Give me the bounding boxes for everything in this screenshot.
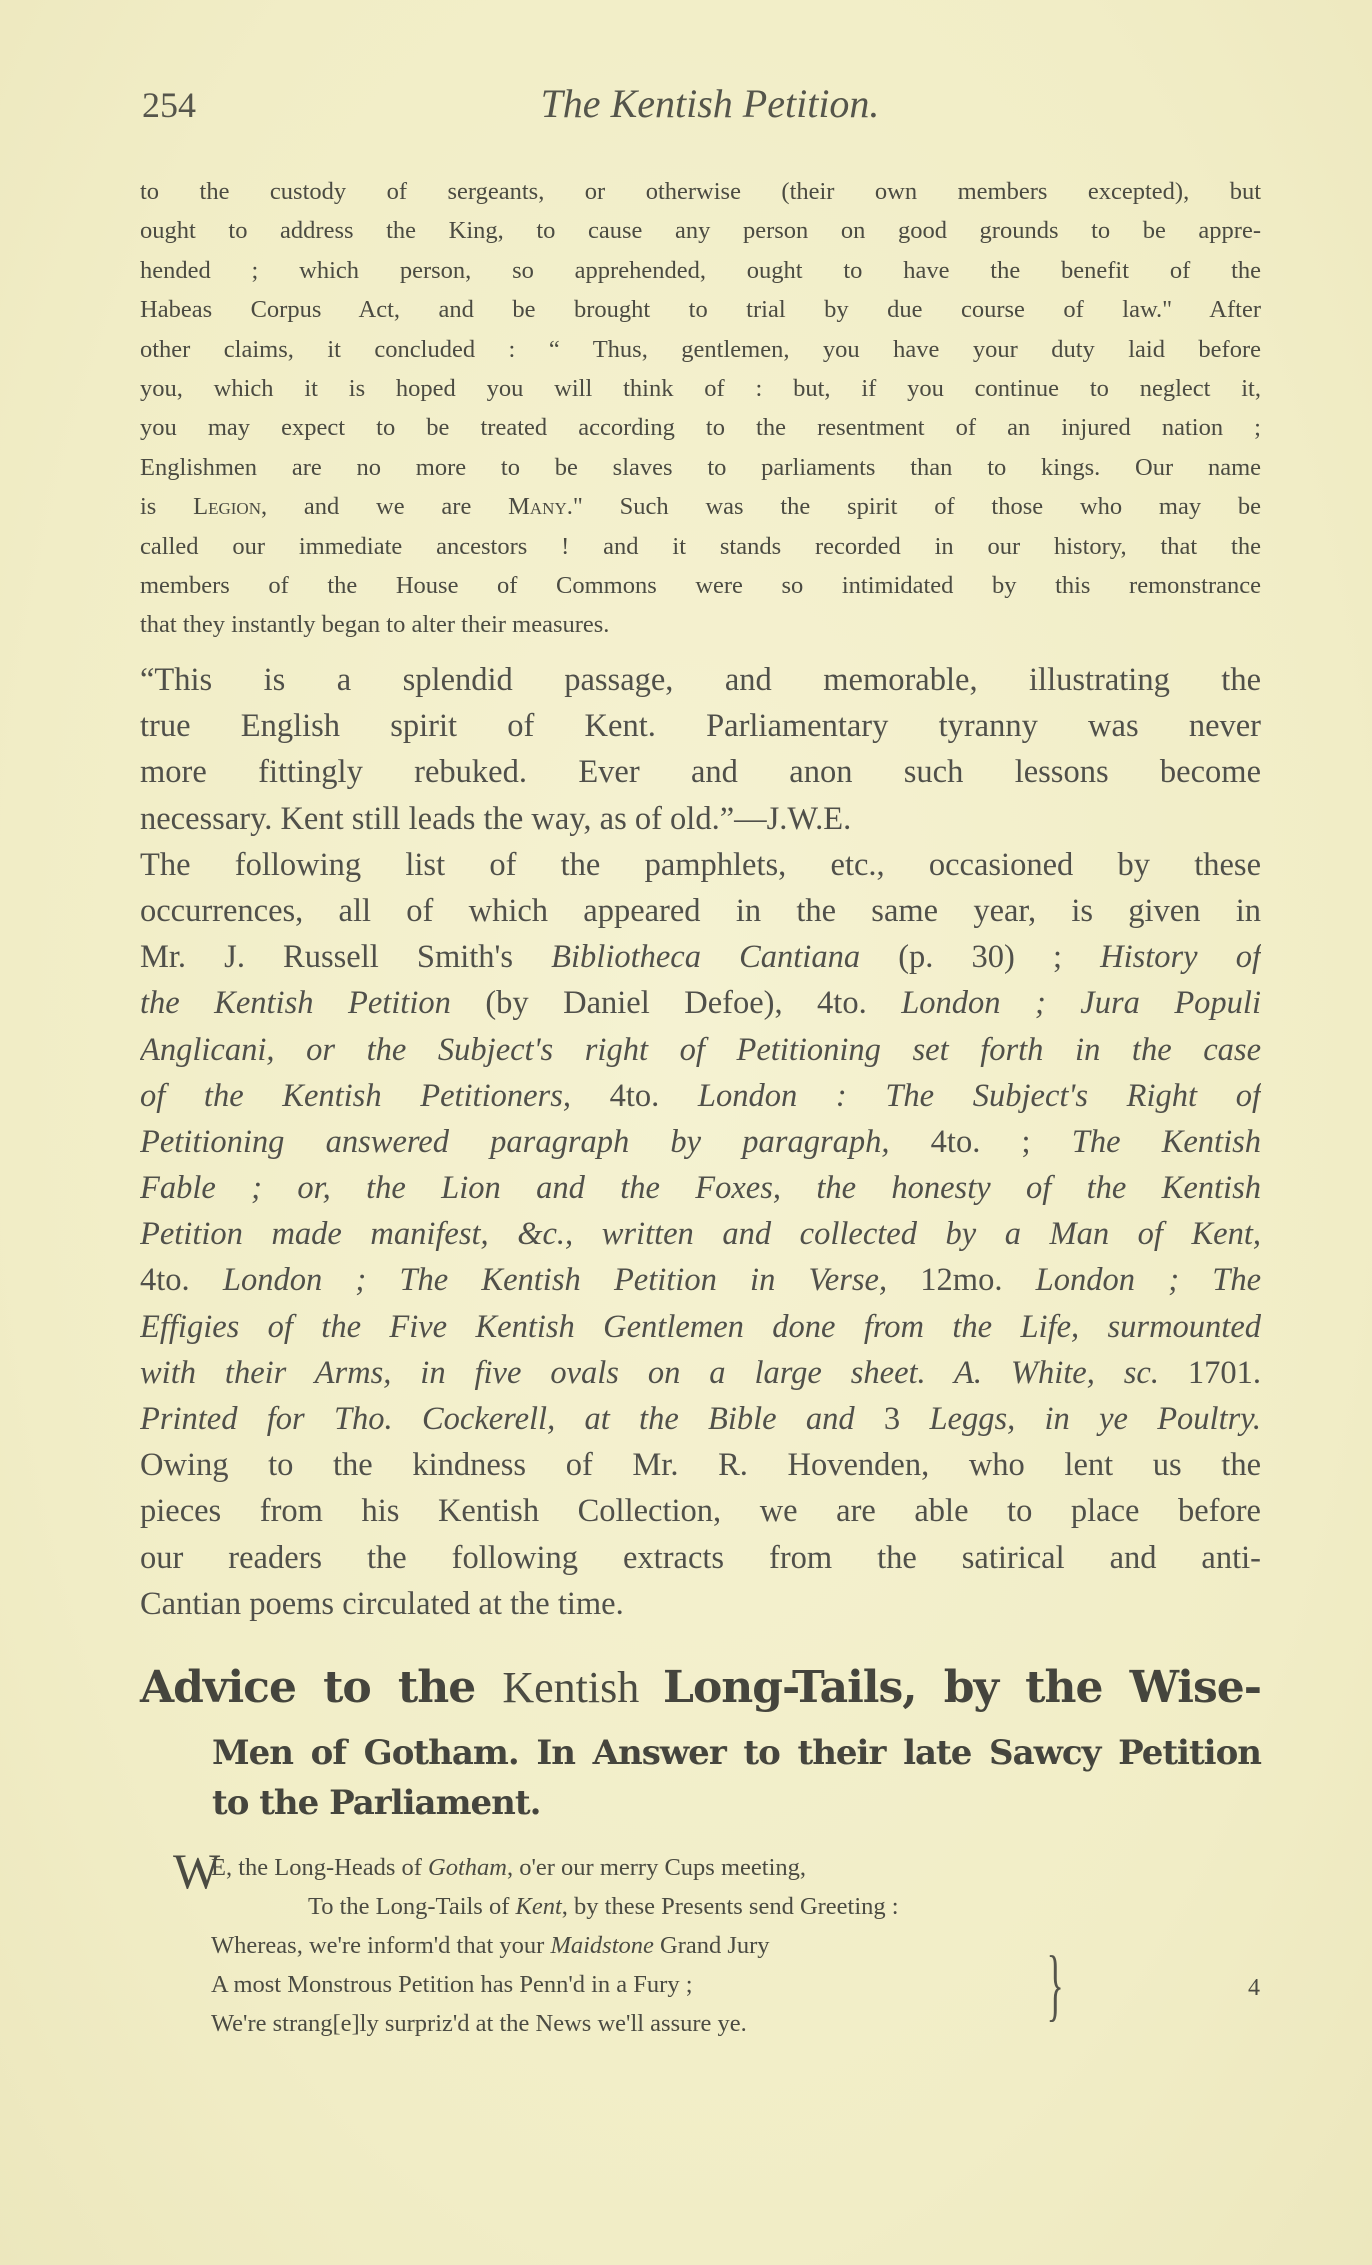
italic-text: Leggs, in ye Poultry. [929, 1401, 1261, 1437]
text-line [140, 1350, 1261, 1396]
text-run: our readers the following extracts from the satirical and anti- [140, 1539, 1261, 1576]
text-run: true English spirit of Kent. Parliamentary tyranny was never [140, 708, 1261, 745]
text-run: The following list of the pamphlets, etc., occasioned by these [140, 846, 1261, 883]
text-run: 4to. ; [889, 1123, 1072, 1160]
text-line [140, 1304, 1261, 1350]
text-line [140, 290, 1261, 329]
poem-title-line-2 [212, 1728, 1261, 1779]
text-line [140, 980, 1261, 1026]
italic-text: Gotham [428, 1854, 507, 1881]
text-run: Cantian poems circulated at the time. [140, 1585, 624, 1622]
italic-text: Effigies of the Five Kentish Gentlemen done from the Life, surmounted [140, 1308, 1261, 1345]
brace-mark: } [1046, 1941, 1064, 2029]
text-line [140, 487, 1261, 526]
text-line [140, 527, 1261, 566]
text-run: you, which it is hoped you will think of : but, if you continue to neglect it, [140, 374, 1261, 402]
text-run: 12mo. [887, 1262, 1036, 1299]
text-run: Habeas Corpus Act, and be brought to trial by due course of law." After [140, 296, 1261, 324]
text-run: ought to address the King, to cause any person on good grounds to be appre- [140, 217, 1261, 245]
text-run: We're strang[e]ly surpriz'd at the News we'll assure ye. [211, 2010, 747, 2037]
text-line [140, 934, 1261, 980]
poem-verse [211, 1848, 899, 2043]
text-line [140, 1257, 1261, 1303]
line-number: 4 [1248, 1975, 1260, 2001]
text-line [140, 842, 1261, 888]
text-run: Mr. J. Russell Smith's [140, 939, 552, 976]
text-line [140, 566, 1261, 605]
text-line [140, 703, 1261, 749]
blackletter-text: to the Parliament. [212, 1783, 541, 1823]
text-run: 3 [854, 1401, 930, 1437]
blackletter-text: Long-Tails, by the Wise- [663, 1662, 1261, 1713]
italic-text: History of [1100, 939, 1261, 976]
text-run: A most Monstrous Petition has Penn'd in a Fury ; [211, 1971, 693, 1998]
italic-text: Kent [515, 1893, 562, 1920]
paragraph-body [140, 657, 1261, 1627]
text-run: hended ; which person, so apprehended, ought to have the benefit of the [140, 256, 1261, 284]
text-line [140, 605, 1261, 644]
text-line [140, 1165, 1261, 1211]
poem-line [211, 1965, 899, 2004]
text-run: Englishmen are no more to be slaves to parliaments than to kings. Our name [140, 453, 1261, 481]
text-line [140, 172, 1261, 211]
text-line [140, 1488, 1261, 1534]
running-title: The Kentish Petition. [540, 81, 880, 126]
text-run: 4to. [140, 1262, 223, 1299]
text-run: that they instantly began to alter their measures. [140, 611, 610, 639]
italic-text: London ; The [1035, 1262, 1261, 1299]
text-run: , o'er our merry Cups meeting, [506, 1854, 807, 1881]
text-line [140, 1396, 1261, 1442]
italic-text: Petition made manifest, &c., written and collected by a Man of Kent, [140, 1216, 1261, 1253]
italic-text: the Kentish Petition [140, 985, 451, 1022]
text-line [140, 1073, 1261, 1119]
text-run: more fittingly rebuked. Ever and anon such lessons become [140, 754, 1261, 791]
italic-text: Maidstone [550, 1932, 654, 1959]
small-caps-text: Many [508, 493, 567, 521]
blackletter-text: Advice to the [140, 1662, 503, 1713]
italic-text: Anglicani, or the Subject's right of Petitioning set forth in the case [140, 1031, 1261, 1068]
text-run: Whereas, we're inform'd that your [211, 1932, 551, 1959]
text-run: occurrences, all of which appeared in the same year, is given in [140, 892, 1261, 929]
poem-line [211, 1848, 899, 1887]
text-run: Grand Jury [653, 1932, 770, 1959]
text-line [140, 1442, 1261, 1488]
small-caps-text: Legion [193, 493, 261, 521]
text-line [140, 251, 1261, 290]
text-run: pieces from his Kentish Collection, we are able to place before [140, 1493, 1261, 1530]
drop-cap: W [173, 1843, 221, 1899]
text-line [140, 657, 1261, 703]
text-run: Kentish [502, 1663, 664, 1712]
text-run: To the Long-Tails of [308, 1893, 516, 1920]
text-line [140, 749, 1261, 795]
poem-line [211, 2004, 899, 2043]
text-line [140, 1581, 1261, 1627]
text-line [140, 408, 1261, 447]
text-run: members of the House of Commons were so intimidated by this remonstrance [140, 571, 1261, 599]
text-line [140, 448, 1261, 487]
text-run: (p. 30) ; [860, 939, 1101, 976]
text-line [140, 796, 1261, 842]
text-run: you may expect to be treated according to the resentment of an injured nation ; [140, 414, 1261, 442]
text-run: called our immediate ancestors ! and it stands recorded in our history, that the [140, 532, 1261, 560]
page-number: 254 [142, 85, 196, 125]
italic-text: Petitioning answered paragraph by paragraph, [140, 1123, 890, 1160]
text-run: 4to. [570, 1077, 698, 1114]
italic-text: of the Kentish Petitioners, [140, 1077, 571, 1114]
poem-title-line-1 [140, 1660, 1261, 1716]
italic-text: London ; Jura Populi [901, 985, 1261, 1022]
text-run: E, the Long-Heads of [211, 1854, 429, 1881]
poem-line [211, 1887, 899, 1926]
text-line [140, 1119, 1261, 1165]
italic-text: The Kentish [1071, 1123, 1261, 1160]
italic-text: London ; The Kentish Petition in Verse, [222, 1262, 888, 1299]
italic-text: Fable ; or, the Lion and the Foxes, the honesty of the Kentish [140, 1170, 1261, 1207]
italic-text: Bibliotheca Cantiana [551, 939, 861, 976]
text-line [140, 1535, 1261, 1581]
text-run: Owing to the kindness of Mr. R. Hovenden, who lent us the [140, 1447, 1261, 1484]
text-run: necessary. Kent still leads the way, as of old.”—J.W.E. [140, 800, 852, 837]
text-run: (by Daniel Defoe), 4to. [450, 985, 902, 1022]
paragraph-small-quote [140, 172, 1261, 645]
text-run: ." Such was the spirit of those who may be [566, 493, 1261, 521]
text-run: other claims, it concluded : “ Thus, gentlemen, you have your duty laid before [140, 335, 1261, 363]
text-run: “This is a splendid passage, and memorable, illustrating the [140, 662, 1261, 698]
text-line [140, 1211, 1261, 1257]
text-run: to the custody of sergeants, or otherwise (their own members excepted), but [140, 178, 1261, 205]
italic-text: London : The Subject's Right of [697, 1077, 1261, 1114]
text-run: , and we are [260, 493, 509, 521]
text-line [140, 1027, 1261, 1073]
blackletter-text: Men of Gotham. In Answer to their late Sawcy Petition [212, 1733, 1261, 1773]
text-line [140, 369, 1261, 408]
text-line [140, 888, 1261, 934]
poem-line [211, 1926, 899, 1965]
text-run: is [140, 493, 194, 521]
italic-text: with their Arms, in five ovals on a large sheet. A. White, sc. [140, 1354, 1159, 1391]
text-run: 1701. [1158, 1354, 1261, 1391]
text-run: , by these Presents send Greeting : [561, 1893, 899, 1920]
text-line [140, 330, 1261, 369]
poem-title-line-3 [212, 1778, 540, 1829]
italic-text: Printed for Tho. Cockerell, at the Bible and [140, 1401, 855, 1437]
text-line [140, 211, 1261, 250]
